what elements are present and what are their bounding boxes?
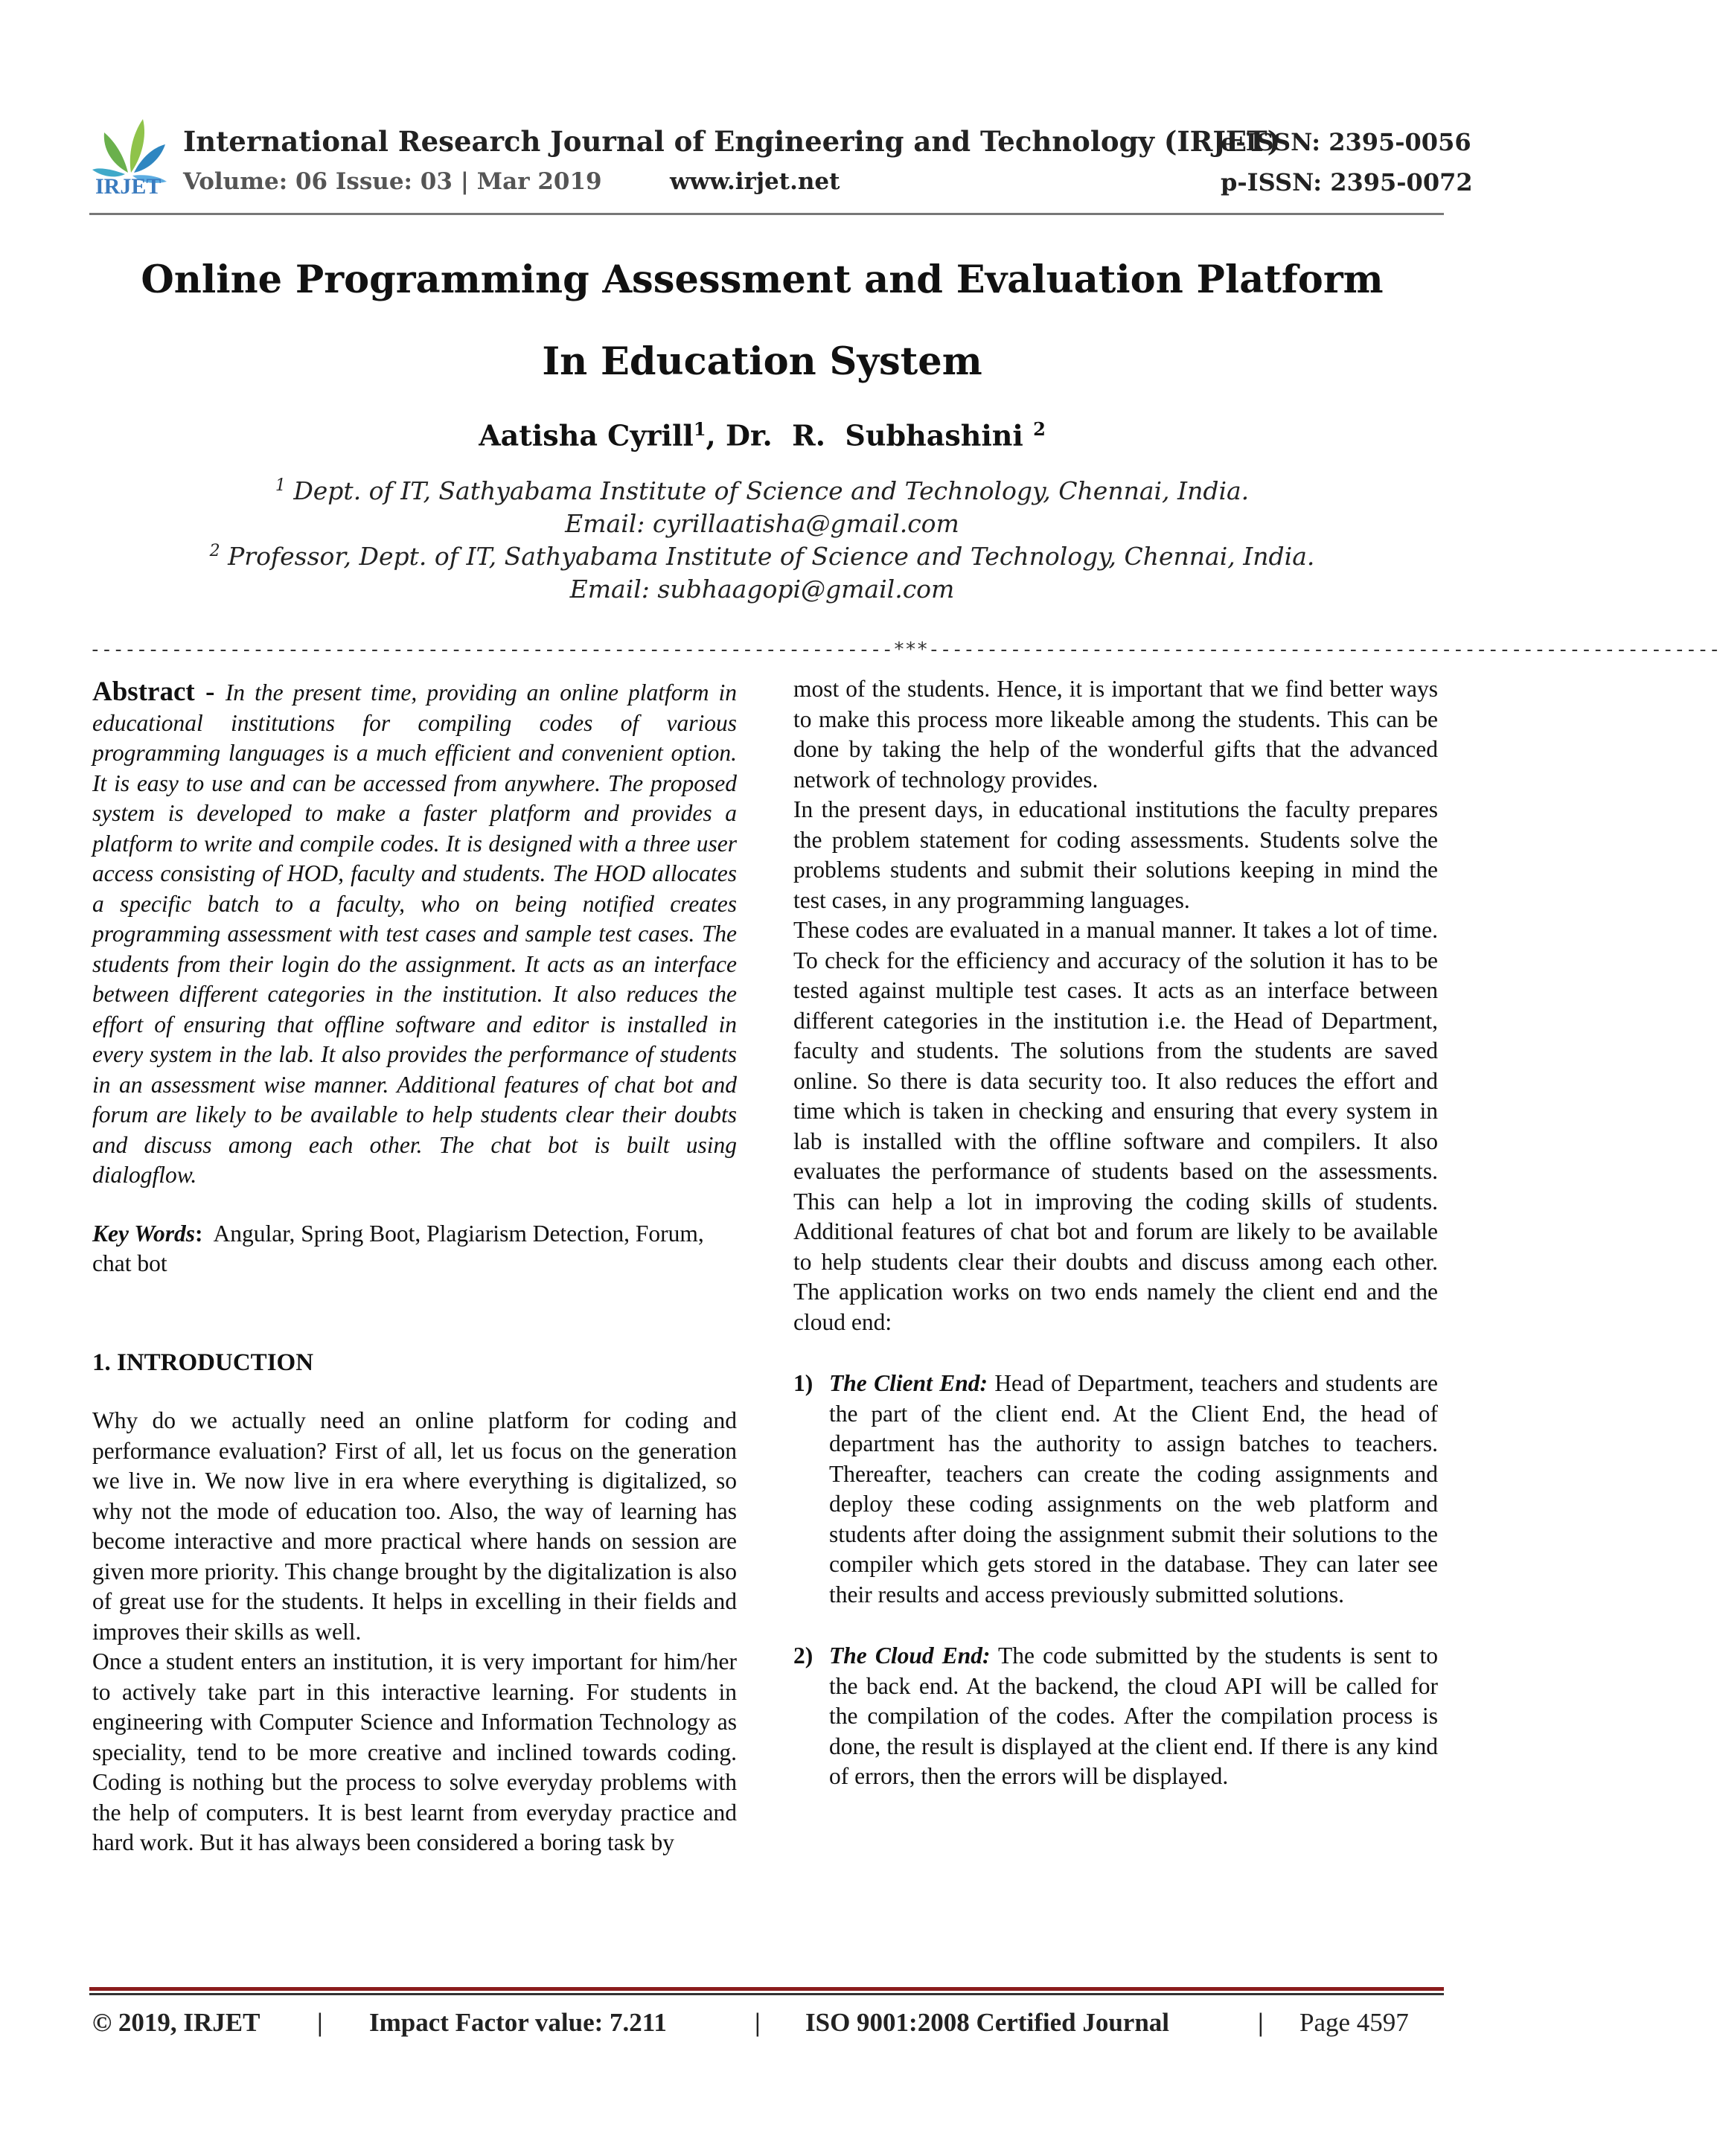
footer-iso: ISO 9001:2008 Certified Journal: [805, 2008, 1170, 2037]
right-column: [793, 674, 1438, 1792]
paper-title-line2: In Education System: [542, 339, 982, 384]
journal-title: International Research Journal of Engineering and Technology (IRJET): [183, 125, 1281, 158]
email-2: Email: subhaagopi@gmail.com: [569, 575, 955, 604]
list-title-1: The Client End:: [829, 1370, 988, 1396]
left-column: [92, 677, 737, 1858]
footer-copyright: © 2019, IRJET: [92, 2008, 260, 2037]
author-1: Aatisha Cyrill: [479, 418, 694, 452]
footer-separator-2: |: [755, 2008, 761, 2037]
email-1: Email: cyrillaatisha@gmail.com: [565, 509, 959, 538]
author-separator: , Dr. R. Subhashini: [706, 418, 1034, 452]
abstract-heading: Abstract -: [92, 676, 226, 707]
affiliation-2: [0, 542, 1524, 571]
footer-rule-dark: [89, 1993, 1444, 1995]
authors: [0, 418, 1524, 452]
affiliation-2-sup: 2: [209, 542, 220, 560]
author-1-sup: 1: [693, 418, 706, 440]
list-body-1: [829, 1369, 1438, 1610]
right-paragraph-1: most of the students. Hence, it is important that we find better ways to make this process more likeable among the students. This can be done by taking the help of the wonderful gifts that the advanced network of technology provides.: [793, 676, 1438, 793]
keywords-label: Key Words: [92, 1220, 195, 1247]
affiliation-1-sup: 1: [275, 476, 286, 495]
list-body-2: [829, 1641, 1438, 1792]
affiliation-1: [0, 476, 1524, 505]
right-paragraph-3: These codes are evaluated in a manual manner. It takes a lot of time. To check for the efficiency and accuracy of the solution it has to be tested against multiple test cases. It acts as an interface between different categories in the institution i.e. the Head of Department, faculty and students. The solutions from the students are saved online. So there is data security too. It also reduces the effort and time which is taken in checking and ensuring that every system in lab is installed with the offline software and compilers. It also evaluates the performance of students based on the assessments. This can help a lot in improving the coding skills of students. Additional features of chat bot and forum are likely to be available to help students clear their doubts and discuss among each other. The application works on two ends namely the client end and the cloud end:: [793, 917, 1438, 1335]
e-issn: e-ISSN: 2395-0056: [1221, 128, 1471, 156]
right-paragraph-2: In the present days, in educational institutions the faculty prepares the problem statement for coding assessments. Students solve the problems students and submit their solutions keeping in mind the test cases, in any programming languages.: [793, 796, 1438, 913]
section-divider: ---------------------------------------------------------------------***--------------------------------------------------------------------: [89, 639, 1720, 661]
header-rule: [89, 213, 1444, 215]
section-heading-introduction: 1. INTRODUCTION: [92, 1349, 314, 1376]
keywords-text: Angular, Spring Boot, Plagiarism Detection, Forum, chat bot: [92, 1220, 710, 1276]
footer-rule-red: [89, 1987, 1444, 1991]
list-number-1: 1): [793, 1370, 813, 1396]
footer-impact-factor: Impact Factor value: 7.211: [369, 2008, 667, 2037]
affiliation-2-text: Professor, Dept. of IT, Sathyabama Institute of Science and Technology, Chennai, India.: [220, 542, 1315, 571]
irjet-logo: [89, 112, 171, 201]
volume-issue: Volume: 06 Issue: 03 | Mar 2019: [183, 168, 602, 195]
abstract: [92, 677, 737, 1191]
affiliation-1-text: Dept. of IT, Sathyabama Institute of Science and Technology, Chennai, India.: [285, 476, 1250, 505]
paper-title-line1: Online Programming Assessment and Evaluation Platform: [141, 257, 1384, 302]
footer-separator-1: |: [317, 2008, 323, 2037]
abstract-body: In the present time, providing an online platform in educational institutions for compiling codes of various programming languages is a much efficient and convenient option. It is easy to use and can be accessed from anywhere. The proposed system is developed to make a faster platform and provides a platform to write and compile codes. It is designed with a three user access consisting of HOD, faculty and students. The HOD allocates a specific batch to a faculty, who on being notified creates programming assessment with test cases and sample test cases. The students from their login do the assignment. It acts as an interface between different categories in the institution. It also reduces the effort of ensuring that offline software and editor is installed in every system in the lab. It also provides the performance of students in an assessment wise manner. Additional features of chat bot and forum are likely to be available to help students clear their doubts and discuss among each other. The chat bot is built using dialogflow.: [92, 679, 737, 1188]
list-text-2: The code submitted by the students is sent to the back end. At the backend, the cloud API will be called for the compilation of the codes. After the compilation process is done, the result is displayed at the client end. If there is any kind of errors, then the errors will be displayed.: [829, 1642, 1438, 1789]
list-text-1: Head of Department, teachers and students are the part of the client end. At the Client End, the head of department has the authority to assign batches to teachers. Thereafter, teachers can create the coding assignments and deploy these coding assignments on the web platform and students after doing the assignment submit their solutions to the compiler which gets stored in the database. They can later see their results and access previously submitted solutions.: [829, 1370, 1438, 1608]
p-issn: p-ISSN: 2395-0072: [1221, 168, 1473, 196]
footer-separator-3: |: [1258, 2008, 1264, 2037]
keywords: [92, 1219, 737, 1279]
journal-website: www.irjet.net: [670, 168, 840, 195]
keywords-colon: :: [194, 1220, 203, 1247]
author-2-sup: 2: [1033, 418, 1046, 440]
footer-page-number: Page 4597: [1299, 2008, 1409, 2037]
list-item-client-end: [793, 1369, 1438, 1610]
logo-text: IRJET: [95, 174, 162, 199]
list-title-2: The Cloud End:: [829, 1642, 991, 1669]
intro-paragraph-2: Once a student enters an institution, it is very important for him/her to actively take part in this interactive learning. For students in engineering with Computer Science and Information Technology as speciality, tend to be more creative and inclined towards coding. Coding is nothing but the process to solve everyday problems with the help of computers. It is best learnt from everyday practice and hard work. But it has always been considered a boring task by: [92, 1648, 737, 1855]
list-number-2: 2): [793, 1642, 813, 1669]
list-item-cloud-end: [793, 1641, 1438, 1792]
intro-paragraph-1: Why do we actually need an online platform for coding and performance evaluation? First of all, let us focus on the generation we live in. We now live in era where everything is digitalized, so why not the mode of education too. Also, the way of learning has become interactive and more practical where hands on session are given more priority. This change brought by the digitalization is also of great use for the students. It helps in excelling in their fields and improves their skills as well.: [92, 1407, 737, 1645]
